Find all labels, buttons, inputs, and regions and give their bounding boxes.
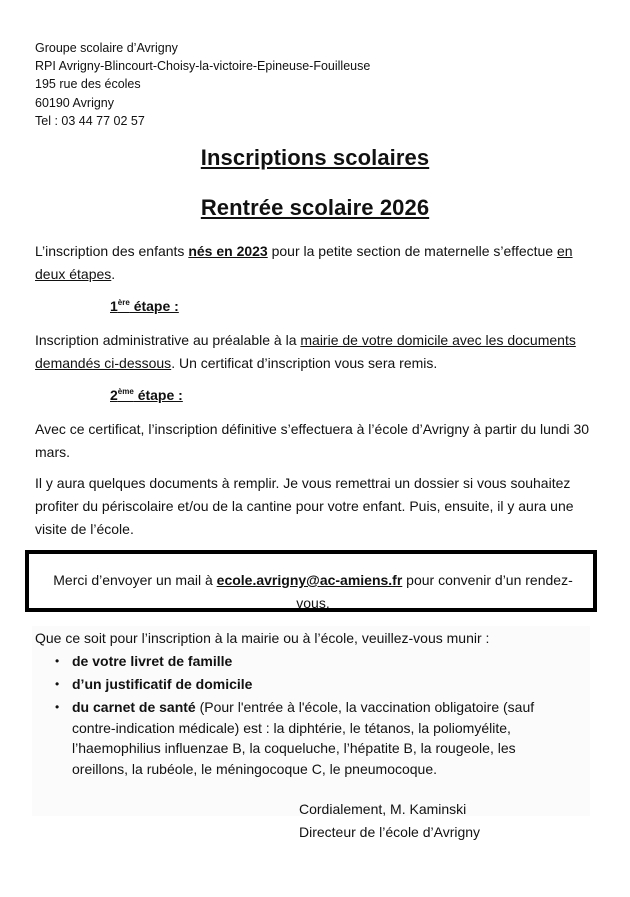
contact-mail-box: Merci d’envoyer un mail à ecole.avrigny@ac-amiens.fr pour convenir d’un rendez-vous.	[25, 550, 597, 612]
page-subtitle: Rentrée scolaire 2026	[200, 195, 430, 220]
school-address-block	[35, 39, 370, 130]
step2-paragraph: Avec ce certificat, l’inscription définitive s’effectuera à l’école d’Avrigny à partir du lundi 30 mars.	[35, 421, 590, 460]
contact-email-link[interactable]: ecole.avrigny@ac-amiens.fr	[216, 572, 403, 588]
page-title: Inscriptions scolaires	[200, 145, 430, 170]
signature-greeting: Cordialement, M. Kaminski	[299, 801, 467, 817]
step1-heading: 1ère étape :	[110, 298, 179, 314]
mairie-highlight: mairie de votre domicile avec les documents demandés ci-dessous	[35, 332, 576, 371]
school-group-name: Groupe scolaire d’Avrigny	[35, 41, 178, 55]
two-steps-highlight: en deux étapes	[35, 243, 573, 282]
step2-heading: 2ème étape :	[110, 387, 183, 403]
signature-title: Directeur de l’école d’Avrigny	[299, 824, 481, 840]
requirements-intro: Que ce soit pour l’inscription à la mairie ou à l’école, veuillez-vous munir :	[35, 630, 490, 646]
list-item: • d’un justificatif de domicile	[55, 674, 555, 695]
signature-block	[299, 798, 480, 844]
school-rpi-name: RPI Avrigny-Blincourt-Choisy-la-victoire-Epineuse-Fouilleuse	[35, 59, 371, 74]
bullet-icon: •	[55, 677, 60, 692]
school-street: 195 rue des écoles	[35, 77, 141, 92]
list-item: • de votre livret de famille	[55, 651, 555, 672]
intro-paragraph: L’inscription des enfants nés en 2023 pour la petite section de maternelle s’effectue en deux étapes.	[35, 243, 573, 282]
list-item: • du carnet de santé (Pour l'entrée à l'école, la vaccination obligatoire (sauf contre-indication médicale) est : la diphtérie, le tétanos, la poliomyélite, l’haemophilius influenzae B, la coqueluche, l’hépatite B, la rougeole, les oreillons, la rubéole, le méningocoque C, le pneumocoque.	[55, 699, 535, 777]
school-phone: Tel : 03 44 77 02 57	[35, 113, 145, 128]
school-city: 60190 Avrigny	[35, 95, 114, 110]
bullet-icon: •	[55, 654, 60, 668]
requirements-list	[55, 651, 555, 782]
step1-paragraph: Inscription administrative au préalable à la mairie de votre domicile avec les documents demandés ci-dessous. Un certificat d’inscription vous sera remis.	[35, 332, 576, 371]
birth-year-highlight: nés en 2023	[188, 243, 268, 259]
documents-paragraph: Il y aura quelques documents à remplir. Je vous remettrai un dossier si vous souhaitez profiter du périscolaire et/ou de la cantine pour votre enfant. Puis, ensuite, il y aura une visite de l’école.	[35, 475, 574, 537]
bullet-icon: •	[55, 700, 60, 715]
